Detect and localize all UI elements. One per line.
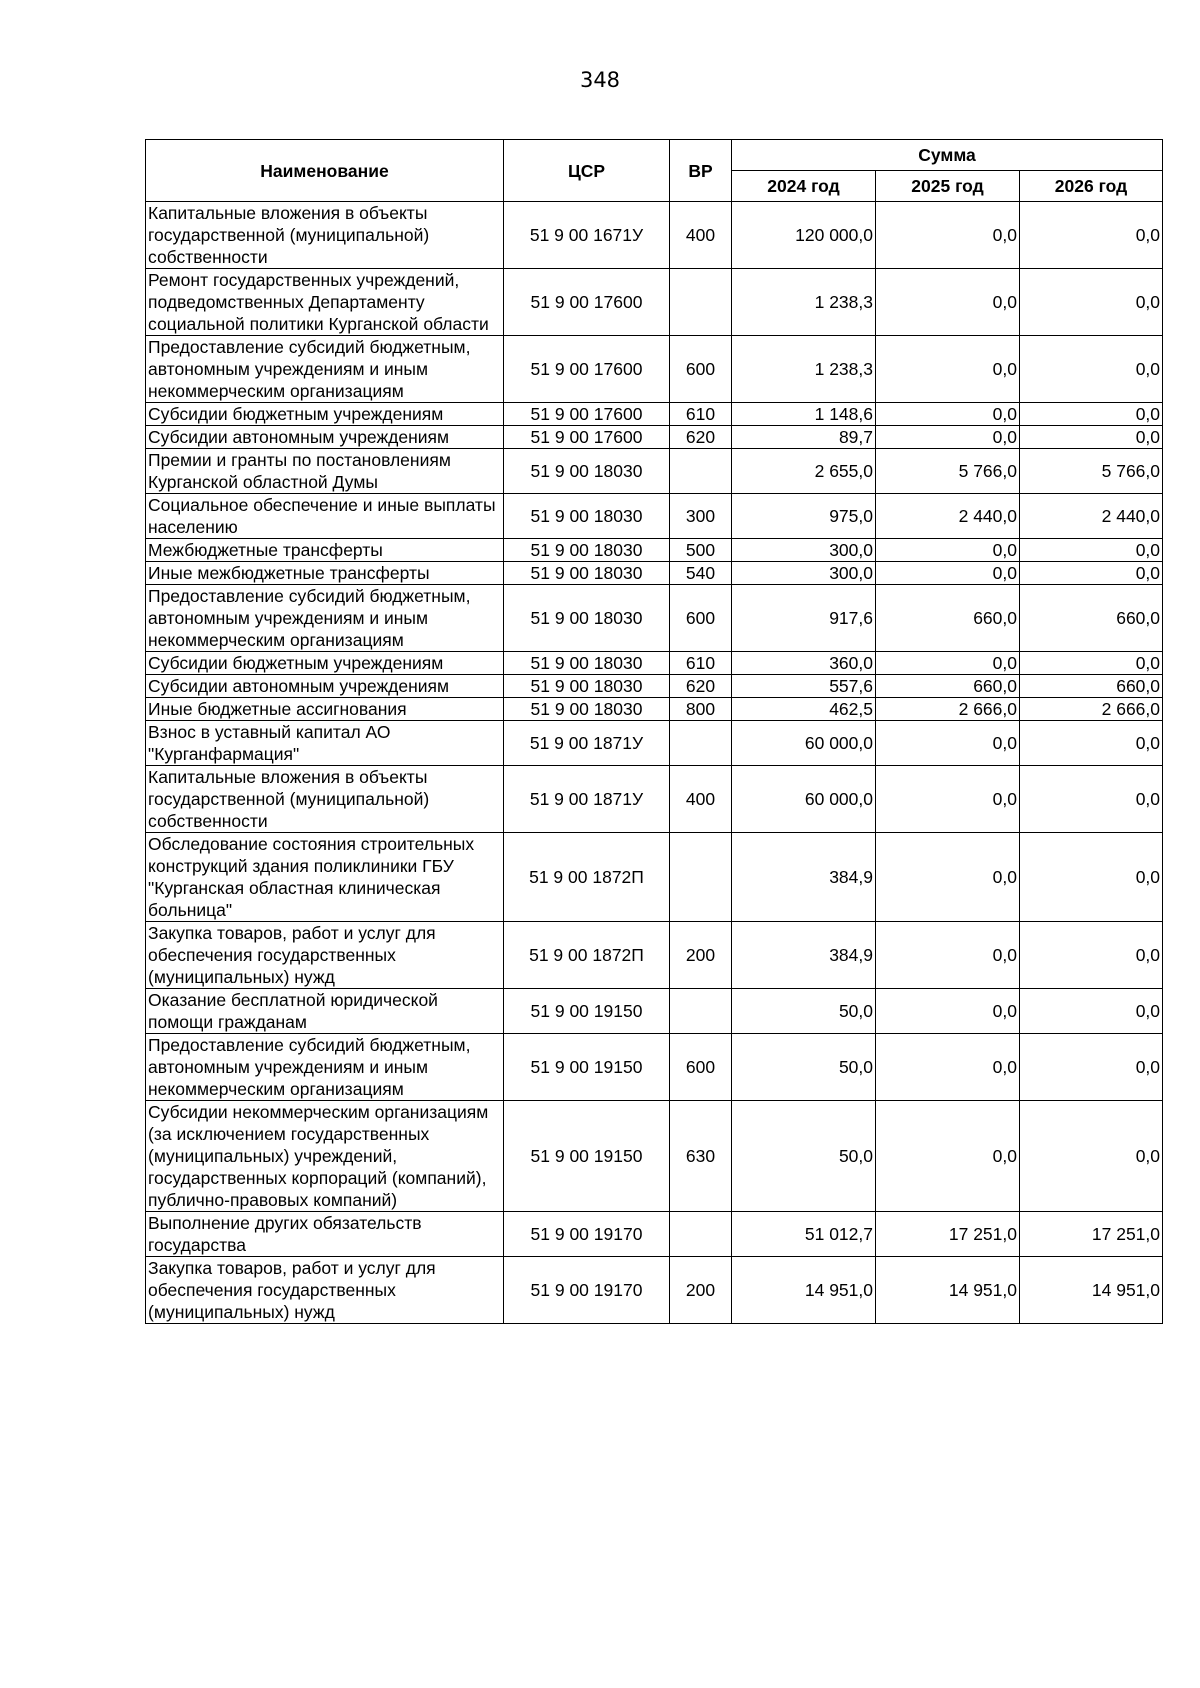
cell-vr: 800 (670, 698, 732, 721)
cell-vr (670, 989, 732, 1034)
cell-2025: 0,0 (876, 721, 1020, 766)
cell-csr: 51 9 00 19150 (504, 1101, 670, 1212)
cell-vr: 200 (670, 922, 732, 989)
table-body (146, 202, 1163, 1324)
table-row (146, 426, 1163, 449)
cell-2026: 0,0 (1020, 1101, 1163, 1212)
cell-2024: 1 238,3 (732, 336, 876, 403)
table-row (146, 539, 1163, 562)
cell-name: Предоставление субсидий бюджетным, автономным учреждениям и иным некоммерческим организациям (146, 336, 504, 403)
cell-2024: 1 148,6 (732, 403, 876, 426)
header-year-2026: 2026 год (1020, 171, 1163, 202)
cell-vr: 200 (670, 1257, 732, 1324)
cell-2025: 0,0 (876, 426, 1020, 449)
header-sum: Сумма (732, 140, 1163, 171)
cell-2024: 2 655,0 (732, 449, 876, 494)
table-row (146, 562, 1163, 585)
table-row (146, 1034, 1163, 1101)
table-row (146, 766, 1163, 833)
cell-2024: 50,0 (732, 989, 876, 1034)
table-row (146, 675, 1163, 698)
cell-2024: 50,0 (732, 1034, 876, 1101)
cell-name: Субсидии автономным учреждениям (146, 426, 504, 449)
cell-2025: 2 440,0 (876, 494, 1020, 539)
cell-vr: 500 (670, 539, 732, 562)
cell-2026: 0,0 (1020, 539, 1163, 562)
cell-2026: 0,0 (1020, 1034, 1163, 1101)
cell-csr: 51 9 00 17600 (504, 336, 670, 403)
cell-csr: 51 9 00 1871У (504, 766, 670, 833)
cell-name: Межбюджетные трансферты (146, 539, 504, 562)
cell-vr (670, 1212, 732, 1257)
cell-2024: 120 000,0 (732, 202, 876, 269)
cell-name: Предоставление субсидий бюджетным, автономным учреждениям и иным некоммерческим организациям (146, 1034, 504, 1101)
cell-2026: 660,0 (1020, 585, 1163, 652)
cell-2026: 0,0 (1020, 766, 1163, 833)
cell-csr: 51 9 00 18030 (504, 562, 670, 585)
cell-csr: 51 9 00 19170 (504, 1257, 670, 1324)
cell-2024: 1 238,3 (732, 269, 876, 336)
table-row (146, 1101, 1163, 1212)
cell-csr: 51 9 00 18030 (504, 494, 670, 539)
cell-vr: 610 (670, 403, 732, 426)
cell-name: Предоставление субсидий бюджетным, автономным учреждениям и иным некоммерческим организациям (146, 585, 504, 652)
cell-name: Иные бюджетные ассигнования (146, 698, 504, 721)
cell-csr: 51 9 00 17600 (504, 426, 670, 449)
header-vr: ВР (670, 140, 732, 202)
cell-name: Социальное обеспечение и иные выплаты населению (146, 494, 504, 539)
cell-vr: 600 (670, 336, 732, 403)
cell-name: Ремонт государственных учреждений, подведомственных Департаменту социальной политики Курганской области (146, 269, 504, 336)
table-row (146, 269, 1163, 336)
cell-2024: 917,6 (732, 585, 876, 652)
cell-2026: 0,0 (1020, 403, 1163, 426)
cell-csr: 51 9 00 18030 (504, 539, 670, 562)
table-row (146, 403, 1163, 426)
cell-vr (670, 721, 732, 766)
cell-2024: 51 012,7 (732, 1212, 876, 1257)
table-row (146, 449, 1163, 494)
cell-name: Субсидии некоммерческим организациям (за исключением государственных (муниципальных) учреждений, государственных корпораций (компаний), публично-правовых компаний) (146, 1101, 504, 1212)
cell-vr: 600 (670, 1034, 732, 1101)
cell-vr (670, 449, 732, 494)
table-row (146, 989, 1163, 1034)
cell-2024: 300,0 (732, 562, 876, 585)
table-row (146, 1257, 1163, 1324)
cell-2026: 0,0 (1020, 202, 1163, 269)
cell-2025: 14 951,0 (876, 1257, 1020, 1324)
cell-2025: 0,0 (876, 336, 1020, 403)
cell-2026: 0,0 (1020, 833, 1163, 922)
table-row (146, 833, 1163, 922)
cell-2025: 0,0 (876, 1034, 1020, 1101)
cell-csr: 51 9 00 18030 (504, 698, 670, 721)
cell-csr: 51 9 00 19150 (504, 989, 670, 1034)
cell-vr (670, 833, 732, 922)
cell-2025: 0,0 (876, 833, 1020, 922)
cell-name: Выполнение других обязательств государства (146, 1212, 504, 1257)
table-row (146, 652, 1163, 675)
cell-csr: 51 9 00 17600 (504, 403, 670, 426)
cell-2026: 2 440,0 (1020, 494, 1163, 539)
cell-2026: 0,0 (1020, 922, 1163, 989)
page-number: 348 (579, 68, 621, 92)
cell-csr: 51 9 00 19150 (504, 1034, 670, 1101)
cell-name: Закупка товаров, работ и услуг для обеспечения государственных (муниципальных) нужд (146, 1257, 504, 1324)
cell-2025: 0,0 (876, 269, 1020, 336)
cell-name: Субсидии бюджетным учреждениям (146, 652, 504, 675)
cell-2024: 14 951,0 (732, 1257, 876, 1324)
table-row (146, 721, 1163, 766)
cell-csr: 51 9 00 1671У (504, 202, 670, 269)
table-row (146, 336, 1163, 403)
cell-2024: 462,5 (732, 698, 876, 721)
cell-name: Иные межбюджетные трансферты (146, 562, 504, 585)
cell-vr: 300 (670, 494, 732, 539)
cell-2025: 0,0 (876, 562, 1020, 585)
cell-2026: 0,0 (1020, 562, 1163, 585)
cell-name: Капитальные вложения в объекты государственной (муниципальной) собственности (146, 202, 504, 269)
cell-2025: 660,0 (876, 585, 1020, 652)
header-csr: ЦСР (504, 140, 670, 202)
cell-name: Взнос в уставный капитал АО "Курганфармация" (146, 721, 504, 766)
cell-2025: 0,0 (876, 539, 1020, 562)
cell-name: Капитальные вложения в объекты государственной (муниципальной) собственности (146, 766, 504, 833)
cell-2025: 0,0 (876, 766, 1020, 833)
cell-csr: 51 9 00 18030 (504, 449, 670, 494)
cell-2024: 89,7 (732, 426, 876, 449)
cell-2025: 0,0 (876, 403, 1020, 426)
cell-2025: 0,0 (876, 202, 1020, 269)
table-row (146, 585, 1163, 652)
cell-2024: 60 000,0 (732, 721, 876, 766)
cell-csr: 51 9 00 18030 (504, 652, 670, 675)
cell-vr: 400 (670, 766, 732, 833)
cell-2026: 660,0 (1020, 675, 1163, 698)
cell-name: Субсидии автономным учреждениям (146, 675, 504, 698)
cell-name: Субсидии бюджетным учреждениям (146, 403, 504, 426)
cell-2024: 975,0 (732, 494, 876, 539)
cell-2024: 360,0 (732, 652, 876, 675)
cell-2026: 0,0 (1020, 336, 1163, 403)
cell-csr: 51 9 00 18030 (504, 585, 670, 652)
table-row (146, 922, 1163, 989)
cell-vr: 600 (670, 585, 732, 652)
cell-vr: 630 (670, 1101, 732, 1212)
header-name: Наименование (146, 140, 504, 202)
cell-vr (670, 269, 732, 336)
header-year-2025: 2025 год (876, 171, 1020, 202)
cell-2026: 0,0 (1020, 426, 1163, 449)
cell-2025: 5 766,0 (876, 449, 1020, 494)
cell-2025: 660,0 (876, 675, 1020, 698)
cell-2024: 384,9 (732, 922, 876, 989)
cell-2025: 0,0 (876, 989, 1020, 1034)
cell-2025: 0,0 (876, 652, 1020, 675)
table-row (146, 202, 1163, 269)
cell-2026: 0,0 (1020, 721, 1163, 766)
cell-csr: 51 9 00 17600 (504, 269, 670, 336)
cell-name: Премии и гранты по постановлениям Курганской областной Думы (146, 449, 504, 494)
table-header-row (146, 140, 1163, 171)
cell-2026: 5 766,0 (1020, 449, 1163, 494)
cell-csr: 51 9 00 1872П (504, 922, 670, 989)
table-row (146, 698, 1163, 721)
header-year-2024: 2024 год (732, 171, 876, 202)
cell-2024: 50,0 (732, 1101, 876, 1212)
cell-vr: 620 (670, 675, 732, 698)
cell-vr: 620 (670, 426, 732, 449)
cell-2024: 557,6 (732, 675, 876, 698)
table-row (146, 494, 1163, 539)
cell-name: Обследование состояния строительных конструкций здания поликлиники ГБУ "Курганская областная клиническая больница" (146, 833, 504, 922)
cell-name: Закупка товаров, работ и услуг для обеспечения государственных (муниципальных) нужд (146, 922, 504, 989)
cell-2026: 0,0 (1020, 989, 1163, 1034)
cell-2026: 0,0 (1020, 652, 1163, 675)
budget-table (145, 139, 1163, 1324)
table-row (146, 1212, 1163, 1257)
cell-csr: 51 9 00 1872П (504, 833, 670, 922)
cell-name: Оказание бесплатной юридической помощи гражданам (146, 989, 504, 1034)
cell-2026: 2 666,0 (1020, 698, 1163, 721)
cell-vr: 540 (670, 562, 732, 585)
cell-vr: 610 (670, 652, 732, 675)
cell-2024: 60 000,0 (732, 766, 876, 833)
cell-2024: 384,9 (732, 833, 876, 922)
cell-2025: 0,0 (876, 922, 1020, 989)
cell-2025: 0,0 (876, 1101, 1020, 1212)
cell-2026: 14 951,0 (1020, 1257, 1163, 1324)
cell-2024: 300,0 (732, 539, 876, 562)
cell-csr: 51 9 00 18030 (504, 675, 670, 698)
cell-csr: 51 9 00 1871У (504, 721, 670, 766)
cell-vr: 400 (670, 202, 732, 269)
cell-2026: 17 251,0 (1020, 1212, 1163, 1257)
cell-2025: 17 251,0 (876, 1212, 1020, 1257)
cell-2025: 2 666,0 (876, 698, 1020, 721)
cell-2026: 0,0 (1020, 269, 1163, 336)
cell-csr: 51 9 00 19170 (504, 1212, 670, 1257)
